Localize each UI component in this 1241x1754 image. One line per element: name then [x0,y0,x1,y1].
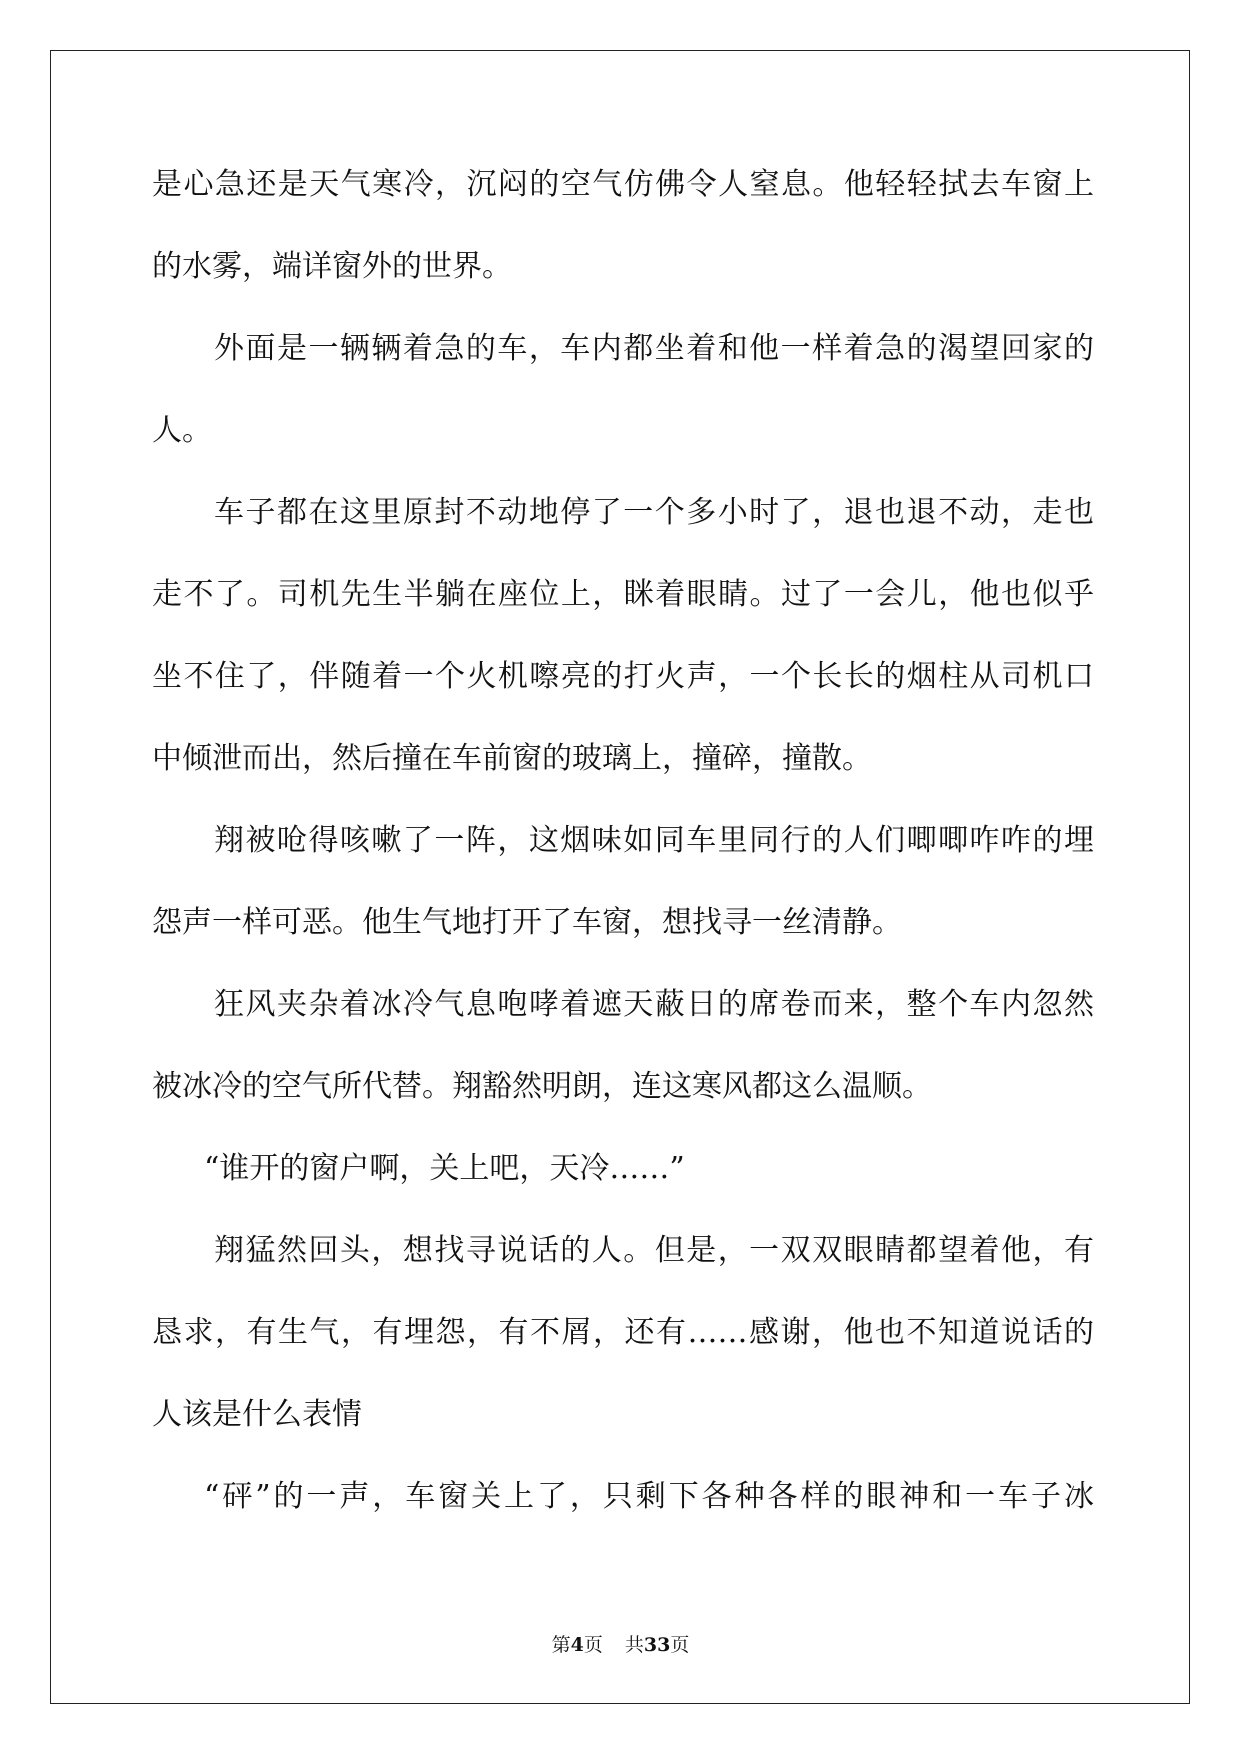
total-prefix: 共 [624,1634,644,1656]
text-line: 的水雾，端详窗外的世界。 [152,249,512,284]
text-line: 恳求，有生气，有埋怨，有不屑，还有……感谢，他也不知道说话的 [152,1315,1094,1350]
text-line: 车子都在这里原封不动地停了一个多小时了，退也退不动，走也 [214,495,1094,530]
text-line: 翔猛然回头，想找寻说话的人。但是，一双双眼睛都望着他，有 [214,1233,1094,1268]
text-line: 走不了。司机先生半躺在座位上，眯着眼睛。过了一会儿，他也似乎 [152,577,1094,612]
page-suffix: 页 [583,1634,603,1656]
text-line: 外面是一辆辆着急的车，车内都坐着和他一样着急的渴望回家的 [214,331,1094,366]
page-prefix: 第 [551,1634,571,1656]
text-line: 是心急还是天气寒冷，沉闷的空气仿佛令人窒息。他轻轻拭去车窗上 [152,167,1094,202]
text-line: 怨声一样可恶。他生气地打开了车窗，想找寻一丝清静。 [152,905,902,940]
text-line: 狂风夹杂着冰冷气息咆哮着遮天蔽日的席卷而来，整个车内忽然 [214,987,1094,1022]
text-line: 被冰冷的空气所代替。翔豁然明朗，连这寒风都这么温顺。 [152,1069,932,1104]
text-line: 坐不住了，伴随着一个火机嚓亮的打火声，一个长长的烟柱从司机口 [152,659,1094,694]
page-footer [0,1630,1241,1657]
text-line: “砰”的一声，车窗关上了，只剩下各种各样的眼神和一车子冰 [204,1479,1094,1514]
total-suffix: 页 [670,1634,690,1656]
text-line: 人该是什么表情 [152,1397,362,1432]
text-line: 翔被呛得咳嗽了一阵，这烟味如同车里同行的人们唧唧咋咋的埋 [214,823,1094,858]
document-body [152,160,1094,1554]
page-number: 4 [570,1634,584,1656]
text-line: 中倾泄而出，然后撞在车前窗的玻璃上，撞碎，撞散。 [152,741,872,776]
text-line: “谁开的窗户啊，关上吧，天冷……” [204,1151,685,1186]
text-line: 人。 [152,413,212,448]
total-pages: 33 [643,1634,671,1656]
